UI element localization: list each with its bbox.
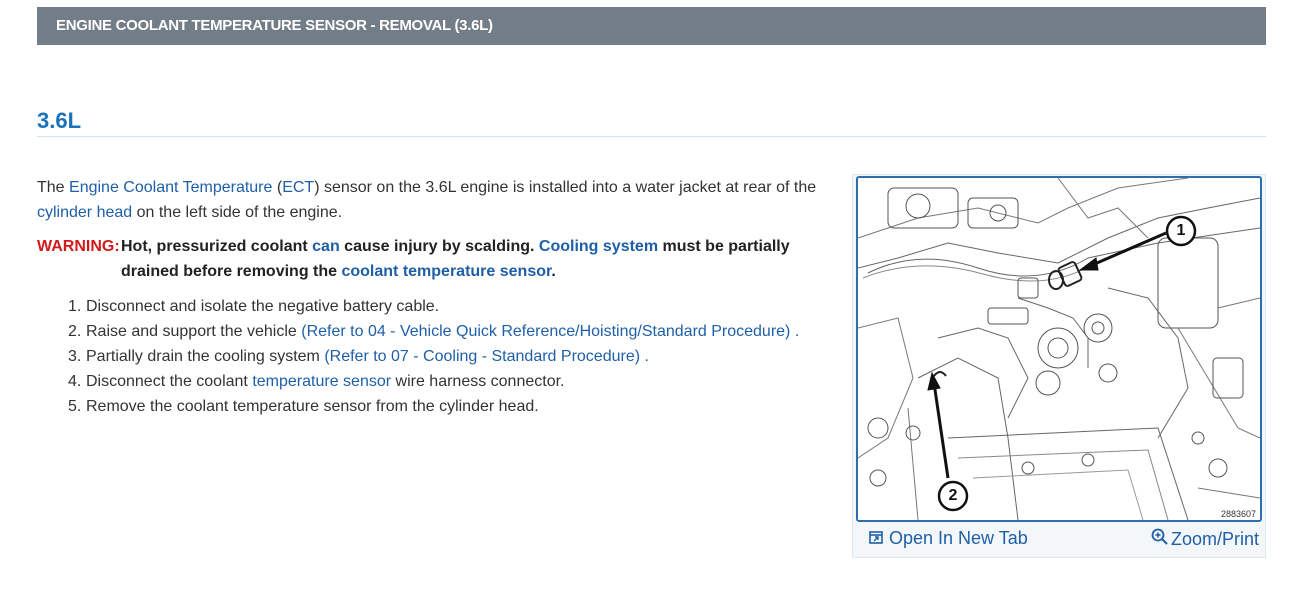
intro-paragraph xyxy=(37,175,847,225)
procedure-steps xyxy=(37,294,847,419)
step-punct: . xyxy=(790,323,800,340)
figure-actions xyxy=(853,524,1265,557)
warning-text: cause injury by scalding. xyxy=(339,238,539,255)
page-title-bar xyxy=(37,7,1266,45)
page-title: ENGINE COOLANT TEMPERATURE SENSOR - REMOVAL (3.6L) xyxy=(56,17,493,34)
step-item xyxy=(37,319,847,344)
step-number: 4. xyxy=(68,373,82,390)
warning-note xyxy=(37,234,847,284)
cylinder-head-link[interactable]: cylinder head xyxy=(37,204,133,221)
section-heading-block xyxy=(37,106,1266,137)
step-text: Partially drain the cooling system xyxy=(86,348,325,365)
coolant-temperature-sensor-link[interactable]: coolant temperature sensor xyxy=(341,263,552,280)
step-text: Raise and support the vehicle xyxy=(86,323,302,340)
step-number: 3. xyxy=(68,348,82,365)
step-text: Disconnect and isolate the negative battery cable. xyxy=(86,298,440,315)
step-item xyxy=(37,394,847,419)
step-text: Disconnect the coolant xyxy=(86,373,253,390)
step-number: 2. xyxy=(68,323,82,340)
intro-text: on the left side of the engine. xyxy=(132,204,343,221)
step-number: 1. xyxy=(68,298,82,315)
external-tab-icon xyxy=(869,528,883,549)
figure-panel xyxy=(852,174,1266,558)
intro-text: ( xyxy=(272,179,283,196)
cooling-reference-link[interactable]: (Refer to 07 - Cooling - Standard Procedure) xyxy=(324,348,641,365)
step-text: wire harness connector. xyxy=(391,373,565,390)
temperature-sensor-link[interactable]: temperature sensor xyxy=(252,373,392,390)
procedure-content xyxy=(37,175,847,419)
callout-2: 2 xyxy=(948,487,958,504)
open-in-new-tab-button[interactable] xyxy=(869,528,1028,549)
can-link[interactable]: can xyxy=(312,238,340,255)
step-item xyxy=(37,294,847,319)
step-item xyxy=(37,369,847,394)
section-heading: 3.6L xyxy=(37,108,82,133)
zoom-print-button[interactable] xyxy=(1151,528,1259,550)
engine-illustration[interactable] xyxy=(856,176,1262,522)
engine-line-drawing xyxy=(858,178,1260,520)
zoom-print-label: Zoom/Print xyxy=(1170,528,1259,549)
magnifier-plus-icon xyxy=(1151,528,1168,550)
step-punct: . xyxy=(640,348,649,365)
callout-1: 1 xyxy=(1176,222,1186,239)
warning-text: must be partially drained before removing the xyxy=(121,238,790,280)
hoisting-reference-link[interactable]: (Refer to 04 - Vehicle Quick Reference/Hoisting/Standard Procedure) xyxy=(301,323,791,340)
step-number: 5. xyxy=(68,398,82,415)
cooling-system-link[interactable]: Cooling system xyxy=(538,238,659,255)
step-text: Remove the coolant temperature sensor from the cylinder head. xyxy=(86,398,539,415)
open-in-new-tab-label: Open In New Tab xyxy=(889,528,1028,548)
warning-text: Hot, pressurized coolant xyxy=(121,238,313,255)
warning-label: WARNING: xyxy=(37,238,120,255)
ect-abbr-link[interactable]: ECT xyxy=(282,179,315,196)
intro-text: ) sensor on the 3.6L engine is installed into a water jacket at rear of the xyxy=(314,179,817,196)
intro-text: The xyxy=(37,179,70,196)
figure-id: 2883607 xyxy=(1220,509,1256,519)
step-item xyxy=(37,344,847,369)
warning-text: . xyxy=(551,263,556,280)
ect-link[interactable]: Engine Coolant Temperature xyxy=(69,179,273,196)
